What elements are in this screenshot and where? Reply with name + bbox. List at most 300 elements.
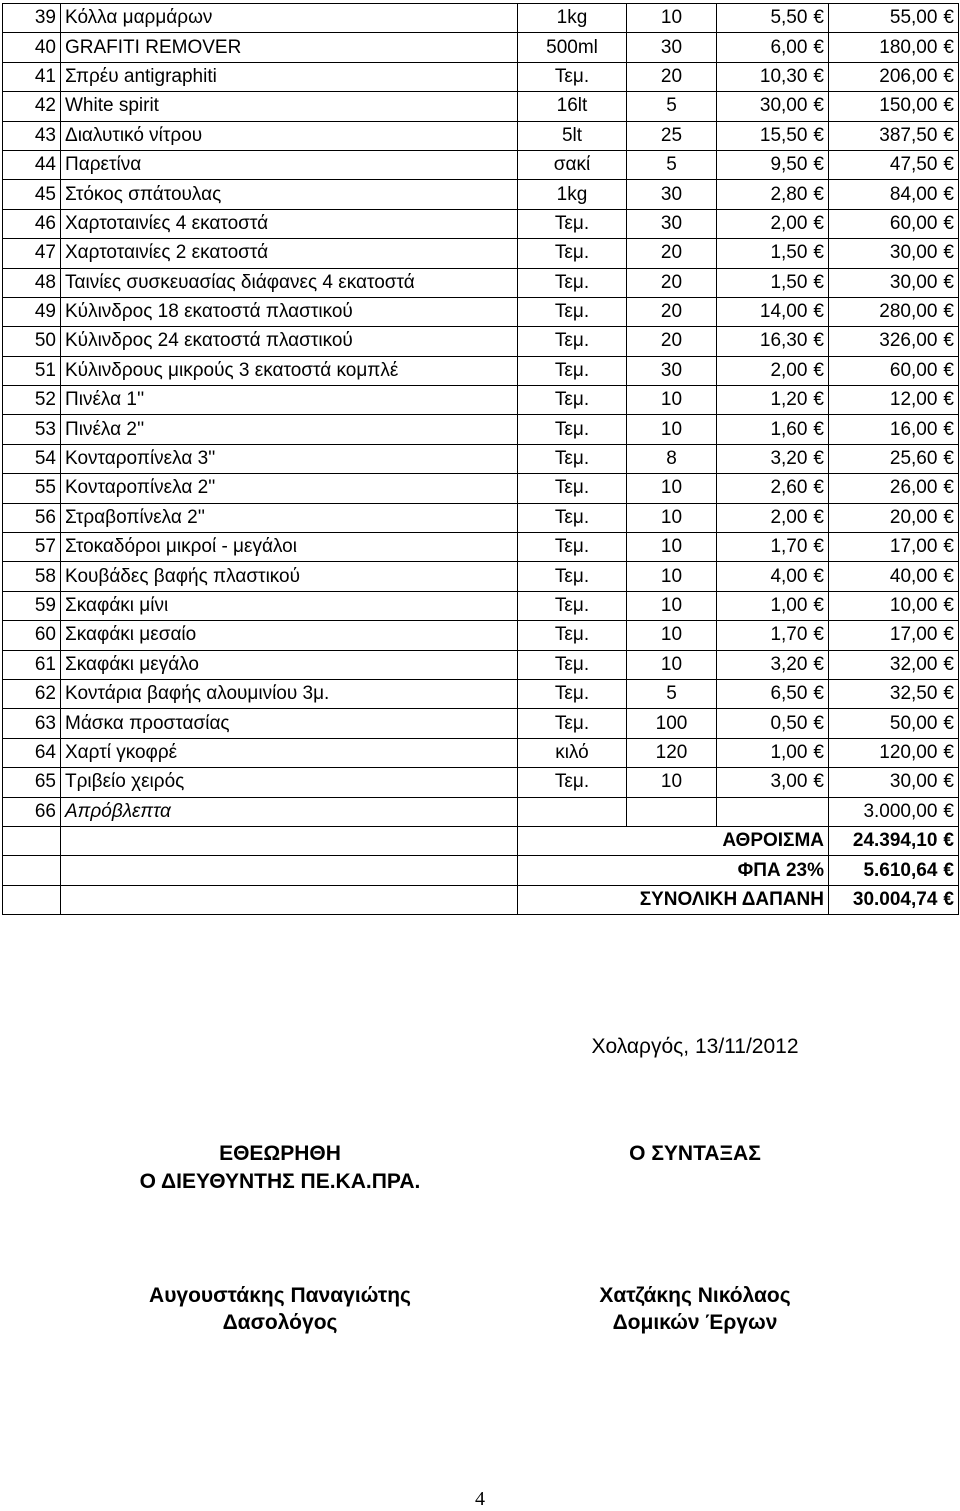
approved-line2: Ο ΔΙΕΥΘΥΝΤΗΣ ΠΕ.ΚΑ.ΠΡΑ.	[139, 1170, 421, 1193]
item-quantity: 10	[627, 533, 717, 562]
item-row	[3, 356, 959, 385]
item-description: Τριβείο χειρός	[61, 768, 518, 797]
item-unit-price	[717, 679, 829, 708]
euro-symbol: €	[813, 212, 824, 234]
empty-cell	[61, 885, 518, 914]
item-number: 55	[3, 474, 61, 503]
item-quantity: 30	[627, 180, 717, 209]
euro-symbol: €	[813, 95, 824, 117]
item-description: Χαρτί γκοφρέ	[61, 738, 518, 767]
item-quantity: 25	[627, 121, 717, 150]
item-quantity: 10	[627, 503, 717, 532]
euro-symbol: €	[813, 154, 824, 176]
item-total-value: 280,00	[879, 301, 938, 323]
item-row	[3, 33, 959, 62]
item-unit-price	[717, 209, 829, 238]
item-unit-price-value: 1,70	[770, 624, 808, 646]
item-quantity: 100	[627, 709, 717, 738]
item-unit: Τεμ.	[518, 503, 627, 532]
item-unit: Τεμ.	[518, 62, 627, 91]
item-row	[3, 444, 959, 473]
euro-symbol: €	[813, 595, 824, 616]
item-quantity: 10	[627, 474, 717, 503]
euro-symbol: €	[943, 36, 954, 58]
euro-symbol: €	[813, 36, 824, 58]
sum-amount: 24.394,10	[852, 830, 938, 852]
euro-symbol: €	[813, 65, 824, 87]
item-total-value: 17,00	[889, 536, 938, 558]
item-description: Σκαφάκι μεγάλο	[61, 650, 518, 679]
euro-symbol: €	[943, 359, 954, 381]
item-number: 61	[3, 650, 61, 679]
item-unit: Τεμ.	[518, 679, 627, 708]
euro-symbol: €	[943, 506, 954, 528]
item-total-value: 47,50	[889, 154, 938, 176]
item-quantity: 5	[627, 92, 717, 121]
vat-row	[3, 856, 959, 885]
item-description: Κονταροπίνελα 2''	[61, 474, 518, 503]
item-total-value: 25,60	[889, 448, 938, 470]
item-number: 54	[3, 444, 61, 473]
item-total	[829, 738, 959, 767]
item-unit: Τεμ.	[518, 621, 627, 650]
item-unit: 16lt	[518, 92, 627, 121]
vat-amount: 5.610,64	[863, 859, 938, 881]
item-quantity: 30	[627, 33, 717, 62]
item-unit-price-value: 3,20	[770, 653, 808, 675]
euro-symbol: €	[943, 212, 954, 234]
item-row	[3, 503, 959, 532]
item-description: Σκαφάκι μίνι	[61, 591, 518, 620]
item-description: White spirit	[61, 92, 518, 121]
euro-symbol: €	[943, 301, 954, 323]
euro-symbol: €	[813, 771, 824, 793]
item-unit-price-value: 0,50	[770, 712, 808, 734]
item-number: 43	[3, 121, 61, 150]
item-quantity: 10	[627, 386, 717, 415]
compiled-name: Χατζάκης Νικόλαος	[599, 1284, 791, 1307]
item-unit-price	[717, 474, 829, 503]
item-unit: σακί	[518, 150, 627, 179]
item-total-value: 20,00	[889, 506, 938, 528]
item-total	[829, 415, 959, 444]
item-number: 50	[3, 327, 61, 356]
item-quantity: 30	[627, 356, 717, 385]
euro-symbol: €	[813, 7, 824, 29]
item-unit-price-value: 1,00	[770, 595, 808, 616]
item-row	[3, 386, 959, 415]
item-unit-price-value: 15,50	[759, 124, 808, 146]
item-unit-price-value: 30,00	[759, 95, 808, 117]
euro-symbol: €	[943, 859, 954, 881]
item-total-value: 55,00	[889, 7, 938, 29]
item-number: 65	[3, 768, 61, 797]
item-total-value: 10,00	[889, 595, 938, 616]
item-description: Ταινίες συσκευασίας διάφανες 4 εκατοστά	[61, 268, 518, 297]
item-total	[829, 180, 959, 209]
item-total	[829, 356, 959, 385]
euro-symbol: €	[943, 800, 954, 822]
euro-symbol: €	[943, 271, 954, 293]
item-unit-price	[717, 92, 829, 121]
item-description: Στραβοπίνελα 2''	[61, 503, 518, 532]
empty-cell	[518, 797, 627, 826]
item-unit-price	[717, 297, 829, 326]
euro-symbol: €	[943, 65, 954, 87]
item-row	[3, 327, 959, 356]
euro-symbol: €	[813, 301, 824, 323]
item-description: Κύλινδρος 24 εκατοστά πλαστικού	[61, 327, 518, 356]
item-quantity: 30	[627, 209, 717, 238]
euro-symbol: €	[943, 418, 954, 440]
item-unit-price	[717, 4, 829, 33]
item-quantity: 120	[627, 738, 717, 767]
item-total	[829, 621, 959, 650]
euro-symbol: €	[943, 95, 954, 117]
item-unit-price-value: 1,70	[770, 536, 808, 558]
item-description: Κονταροπίνελα 3''	[61, 444, 518, 473]
item-total	[829, 591, 959, 620]
item-row	[3, 591, 959, 620]
euro-symbol: €	[943, 771, 954, 793]
item-total	[829, 562, 959, 591]
item-total	[829, 768, 959, 797]
item-unit: 500ml	[518, 33, 627, 62]
item-number: 53	[3, 415, 61, 444]
approved-title: Δασολόγος	[222, 1311, 338, 1334]
item-unit-price	[717, 650, 829, 679]
empty-cell	[61, 856, 518, 885]
item-unit: Τεμ.	[518, 444, 627, 473]
euro-symbol: €	[943, 242, 954, 264]
euro-symbol: €	[813, 712, 824, 734]
item-unit-price-value: 3,00	[770, 771, 808, 793]
item-row	[3, 268, 959, 297]
item-quantity: 5	[627, 679, 717, 708]
euro-symbol: €	[813, 506, 824, 528]
item-quantity: 20	[627, 297, 717, 326]
item-total-value: 12,00	[889, 389, 938, 411]
item-unit-price-value: 5,50	[770, 7, 808, 29]
item-unit-price-value: 14,00	[759, 301, 808, 323]
euro-symbol: €	[813, 389, 824, 411]
item-number: 63	[3, 709, 61, 738]
place-date: Χολαργός, 13/11/2012	[591, 1035, 799, 1058]
euro-symbol: €	[943, 653, 954, 675]
euro-symbol: €	[813, 448, 824, 470]
grand-total-value	[829, 885, 959, 914]
approved-line1: ΕΘΕΩΡΗΘΗ	[219, 1142, 341, 1165]
item-unit-price	[717, 268, 829, 297]
item-unit-price	[717, 621, 829, 650]
euro-symbol: €	[943, 154, 954, 176]
item-total	[829, 121, 959, 150]
item-number: 66	[3, 797, 61, 826]
item-unit-price-value: 2,00	[770, 212, 808, 234]
item-unit-price	[717, 180, 829, 209]
item-quantity: 20	[627, 62, 717, 91]
empty-cell	[3, 856, 61, 885]
item-total	[829, 209, 959, 238]
item-row	[3, 621, 959, 650]
item-quantity: 10	[627, 768, 717, 797]
page-number: 4	[475, 1488, 485, 1510]
grand-total-label: ΣΥΝΟΛΙΚΗ ΔΑΠΑΝΗ	[518, 885, 829, 914]
item-unit-price	[717, 738, 829, 767]
item-unit: Τεμ.	[518, 268, 627, 297]
euro-symbol: €	[813, 624, 824, 646]
euro-symbol: €	[943, 448, 954, 470]
euro-symbol: €	[943, 830, 954, 852]
item-total-value: 26,00	[889, 477, 938, 499]
item-quantity: 10	[627, 415, 717, 444]
euro-symbol: €	[943, 7, 954, 29]
totals-body	[3, 797, 959, 915]
item-unit: Τεμ.	[518, 327, 627, 356]
empty-cell	[717, 797, 829, 826]
item-unit-price-value: 9,50	[770, 154, 808, 176]
euro-symbol: €	[943, 183, 954, 205]
item-number: 52	[3, 386, 61, 415]
item-number: 42	[3, 92, 61, 121]
item-unit-price-value: 1,50	[770, 242, 808, 264]
item-description: Απρόβλεπτα	[61, 797, 518, 826]
vat-value	[829, 856, 959, 885]
grand-total-amount: 30.004,74	[852, 888, 938, 910]
item-unit-price	[717, 386, 829, 415]
item-row	[3, 209, 959, 238]
item-number: 64	[3, 738, 61, 767]
item-description: Σπρέυ antigraphiti	[61, 62, 518, 91]
item-unit-price	[717, 327, 829, 356]
item-total	[829, 444, 959, 473]
item-unit-price	[717, 356, 829, 385]
item-unit: Τεμ.	[518, 650, 627, 679]
item-total-value: 16,00	[889, 418, 938, 440]
item-description: Χαρτοταινίες 4 εκατοστά	[61, 209, 518, 238]
item-description: Στόκος σπάτουλας	[61, 180, 518, 209]
item-row	[3, 92, 959, 121]
item-unit: Τεμ.	[518, 533, 627, 562]
euro-symbol: €	[813, 683, 824, 705]
sum-label: ΑΘΡΟΙΣΜΑ	[518, 826, 829, 855]
item-row	[3, 709, 959, 738]
item-quantity: 10	[627, 591, 717, 620]
item-unit-price-value: 6,50	[770, 683, 808, 705]
item-unit-price-value: 2,00	[770, 359, 808, 381]
item-total-value: 32,50	[889, 683, 938, 705]
item-total	[829, 503, 959, 532]
item-description: Κύλινδρους μικρούς 3 εκατοστά κομπλέ	[61, 356, 518, 385]
item-description: Κουβάδες βαφής πλαστικού	[61, 562, 518, 591]
compiled-title: Δομικών Έργων	[612, 1311, 778, 1334]
item-total-value: 387,50	[879, 124, 938, 146]
item-unit-price-value: 1,50	[770, 271, 808, 293]
item-quantity: 20	[627, 268, 717, 297]
item-row	[3, 768, 959, 797]
item-number: 44	[3, 150, 61, 179]
item-total-value: 30,00	[889, 242, 938, 264]
item-unit-price-value: 4,00	[770, 565, 808, 587]
item-row	[3, 297, 959, 326]
item-unit: Τεμ.	[518, 415, 627, 444]
item-description: GRAFITI REMOVER	[61, 33, 518, 62]
item-description: Διαλυτικό νίτρου	[61, 121, 518, 150]
item-row	[3, 474, 959, 503]
item-number: 57	[3, 533, 61, 562]
euro-symbol: €	[943, 741, 954, 763]
item-quantity: 20	[627, 327, 717, 356]
item-unit-price-value: 3,20	[770, 448, 808, 470]
item-row	[3, 650, 959, 679]
item-total	[829, 650, 959, 679]
item-number: 41	[3, 62, 61, 91]
euro-symbol: €	[813, 741, 824, 763]
item-total	[829, 268, 959, 297]
euro-symbol: €	[943, 595, 954, 616]
item-total	[829, 62, 959, 91]
item-unit-price	[717, 533, 829, 562]
approved-name: Αυγουστάκης Παναγιώτης	[149, 1284, 411, 1307]
item-unit: κιλό	[518, 738, 627, 767]
item-description: Στοκαδόροι μικροί - μεγάλοι	[61, 533, 518, 562]
item-unit-price	[717, 33, 829, 62]
item-number: 58	[3, 562, 61, 591]
item-description: Παρετίνα	[61, 150, 518, 179]
item-total-value: 60,00	[889, 359, 938, 381]
euro-symbol: €	[813, 330, 824, 352]
item-unit: 1kg	[518, 4, 627, 33]
item-unit-price-value: 2,80	[770, 183, 808, 205]
item-number: 51	[3, 356, 61, 385]
item-quantity: 8	[627, 444, 717, 473]
item-total-value: 206,00	[879, 65, 938, 87]
item-unit-price	[717, 150, 829, 179]
item-total-value: 60,00	[889, 212, 938, 234]
euro-symbol: €	[943, 565, 954, 587]
item-total	[829, 679, 959, 708]
item-quantity: 20	[627, 239, 717, 268]
euro-symbol: €	[943, 124, 954, 146]
euro-symbol: €	[813, 536, 824, 558]
item-total-value: 30,00	[889, 271, 938, 293]
vat-label: ΦΠΑ 23%	[518, 856, 829, 885]
item-unit-price	[717, 768, 829, 797]
item-unit-price-value: 10,30	[759, 65, 808, 87]
compiled-line1: Ο ΣΥΝΤΑΞΑΣ	[629, 1142, 761, 1165]
item-unit: Τεμ.	[518, 356, 627, 385]
item-row	[3, 415, 959, 444]
item-row	[3, 180, 959, 209]
item-unit: Τεμ.	[518, 768, 627, 797]
item-unit-price	[717, 444, 829, 473]
items-body	[3, 4, 959, 798]
sum-row	[3, 826, 959, 855]
item-quantity: 10	[627, 650, 717, 679]
item-description: Κόλλα μαρμάρων	[61, 4, 518, 33]
item-total-value: 40,00	[889, 565, 938, 587]
item-unit: Τεμ.	[518, 591, 627, 620]
item-unit-price	[717, 562, 829, 591]
item-row	[3, 150, 959, 179]
item-row	[3, 679, 959, 708]
item-row	[3, 62, 959, 91]
item-total-value: 32,00	[889, 653, 938, 675]
item-total-value: 50,00	[889, 712, 938, 734]
item-unit: Τεμ.	[518, 386, 627, 415]
item-number: 40	[3, 33, 61, 62]
item-total-value: 326,00	[879, 330, 938, 352]
euro-symbol: €	[813, 477, 824, 499]
item-unit: 5lt	[518, 121, 627, 150]
item-number: 39	[3, 4, 61, 33]
item-total	[829, 386, 959, 415]
item-total	[829, 92, 959, 121]
item-row	[3, 533, 959, 562]
item-unit-price-value: 1,20	[770, 389, 808, 411]
empty-cell	[627, 797, 717, 826]
item-total-value: 84,00	[889, 183, 938, 205]
item-unit-price-value: 2,60	[770, 477, 808, 499]
item-unit: Τεμ.	[518, 562, 627, 591]
euro-symbol: €	[813, 565, 824, 587]
euro-symbol: €	[813, 183, 824, 205]
euro-symbol: €	[943, 624, 954, 646]
items-table	[2, 3, 959, 915]
empty-cell	[3, 826, 61, 855]
item-unit: Τεμ.	[518, 297, 627, 326]
item-total-value: 17,00	[889, 624, 938, 646]
item-unit-price-value: 6,00	[770, 36, 808, 58]
item-total	[829, 4, 959, 33]
item-row	[3, 239, 959, 268]
item-description: Πινέλα 1''	[61, 386, 518, 415]
item-total	[829, 239, 959, 268]
item-unit-price	[717, 591, 829, 620]
item-total	[829, 533, 959, 562]
item-quantity: 5	[627, 150, 717, 179]
item-unit-price	[717, 121, 829, 150]
item-total	[829, 150, 959, 179]
euro-symbol: €	[813, 359, 824, 381]
item-total-value: 150,00	[879, 95, 938, 117]
euro-symbol: €	[813, 271, 824, 293]
item-unit: Τεμ.	[518, 209, 627, 238]
item-unit-price	[717, 239, 829, 268]
euro-symbol: €	[813, 242, 824, 264]
sum-value	[829, 826, 959, 855]
item-row	[3, 562, 959, 591]
item-unit-price	[717, 62, 829, 91]
item-number: 47	[3, 239, 61, 268]
item-number: 48	[3, 268, 61, 297]
item-row	[3, 738, 959, 767]
item-unit-price	[717, 415, 829, 444]
euro-symbol: €	[813, 124, 824, 146]
item-unit-price-value: 16,30	[759, 330, 808, 352]
euro-symbol: €	[813, 653, 824, 675]
item-total	[829, 709, 959, 738]
euro-symbol: €	[943, 477, 954, 499]
item-description: Πινέλα 2''	[61, 415, 518, 444]
euro-symbol: €	[813, 418, 824, 440]
item-row	[3, 121, 959, 150]
item-number: 60	[3, 621, 61, 650]
item-unit: Τεμ.	[518, 239, 627, 268]
unforeseen-row	[3, 797, 959, 826]
item-total-value: 180,00	[879, 36, 938, 58]
item-description: Μάσκα προστασίας	[61, 709, 518, 738]
